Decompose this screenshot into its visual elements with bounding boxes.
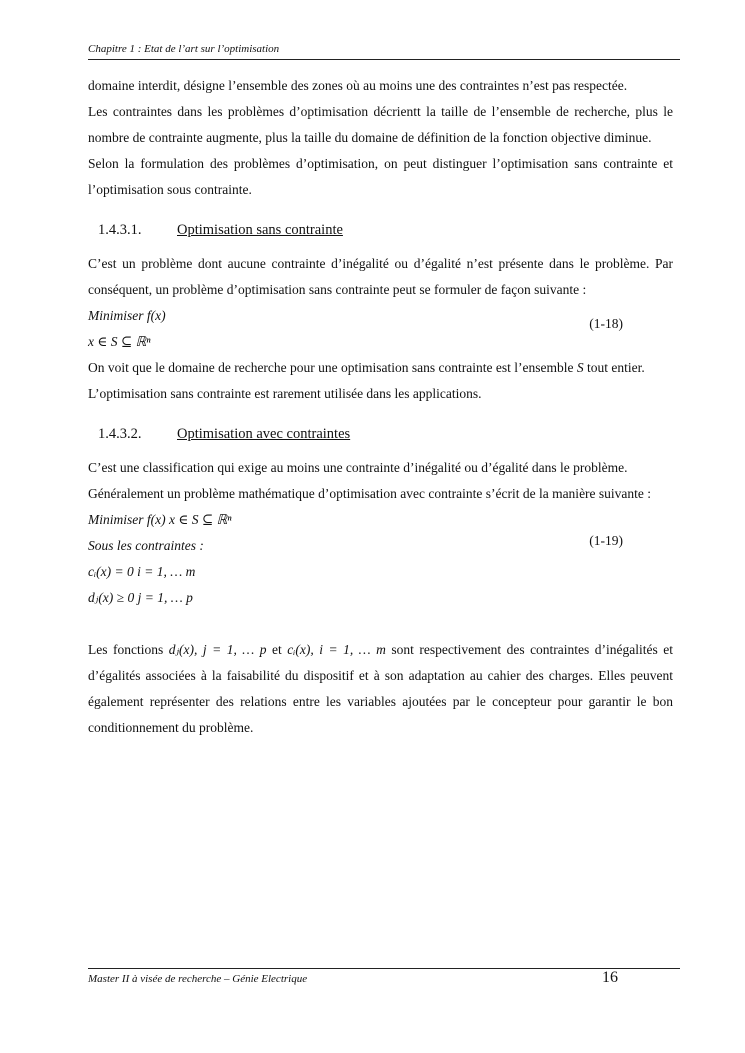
paragraph: C’est une classification qui exige au moins une contrainte d’inégalité ou d’égalité dans le problème. (88, 460, 628, 475)
equation-line: dⱼ(x) ≥ 0 j = 1, … p (88, 590, 193, 605)
paragraph: On voit que le domaine de recherche pour une optimisation sans contrainte est l’ensemble S tout entier. (88, 360, 645, 375)
paragraph: Généralement un problème mathématique d’optimisation avec contrainte s’écrit de la manière suivante : (88, 486, 652, 501)
page-number: 16 (602, 969, 618, 986)
paragraph: L’optimisation sans contrainte est rarement utilisée dans les applications. (88, 386, 482, 401)
page-header: Chapitre 1 : Etat de l’art sur l’optimisation (88, 43, 680, 60)
equation-line: Minimiser f(x) x ∈ S ⊆ ℝⁿ (88, 512, 232, 527)
footer-text: Master II à visée de recherche – Génie Electrique (88, 973, 308, 985)
equation-line: x ∈ S ⊆ ℝⁿ (88, 334, 151, 349)
equation-line: Sous les contraintes : (88, 538, 204, 553)
equation-1-19 (88, 507, 673, 611)
section-number: 1.4.3.1. (98, 222, 142, 238)
page-footer (88, 968, 680, 985)
equation-number: (1-19) (589, 533, 623, 548)
page-content (88, 73, 673, 741)
paragraph: domaine interdit, désigne l’ensemble des zones où au moins une des contraintes n’est pas respectée. (88, 78, 628, 93)
equation-1-18 (88, 303, 673, 355)
section-title: Optimisation sans contrainte (177, 222, 343, 238)
section-number: 1.4.3.2. (98, 426, 142, 442)
equation-line: cᵢ(x) = 0 i = 1, … m (88, 564, 196, 579)
equation-line: Minimiser f(x) (88, 308, 166, 323)
equation-number: (1-18) (589, 316, 623, 331)
paragraph: Les fonctions dⱼ(x), j = 1, … p et cᵢ(x), i = 1, … m sont respectivement des contraintes d’inégalités et d’égalités associées à la faisabilité du dispositif et à son adaptation au cahier des charges. Elles peuvent également représenter des relations entre les variables ajoutées par le concepteur pour garantir le bon conditionnement du problème. (88, 642, 673, 735)
section-heading-1431 (88, 217, 673, 243)
paragraph: Selon la formulation des problèmes d’optimisation, on peut distinguer l’optimisation sans contrainte et l’optimisation sous contrainte. (88, 156, 673, 197)
paragraph: Les contraintes dans les problèmes d’optimisation décrientt la taille de l’ensemble de recherche, plus le nombre de contrainte augmente, plus la taille du domaine de définition de la fonction objective diminue. (88, 104, 673, 145)
paragraph: C’est un problème dont aucune contrainte d’inégalité ou d’égalité n’est présente dans le problème. Par conséquent, un problème d’optimisation sans contrainte peut se formuler de façon suivante : (88, 256, 673, 297)
section-title: Optimisation avec contraintes (177, 426, 351, 442)
section-heading-1432 (88, 421, 673, 447)
